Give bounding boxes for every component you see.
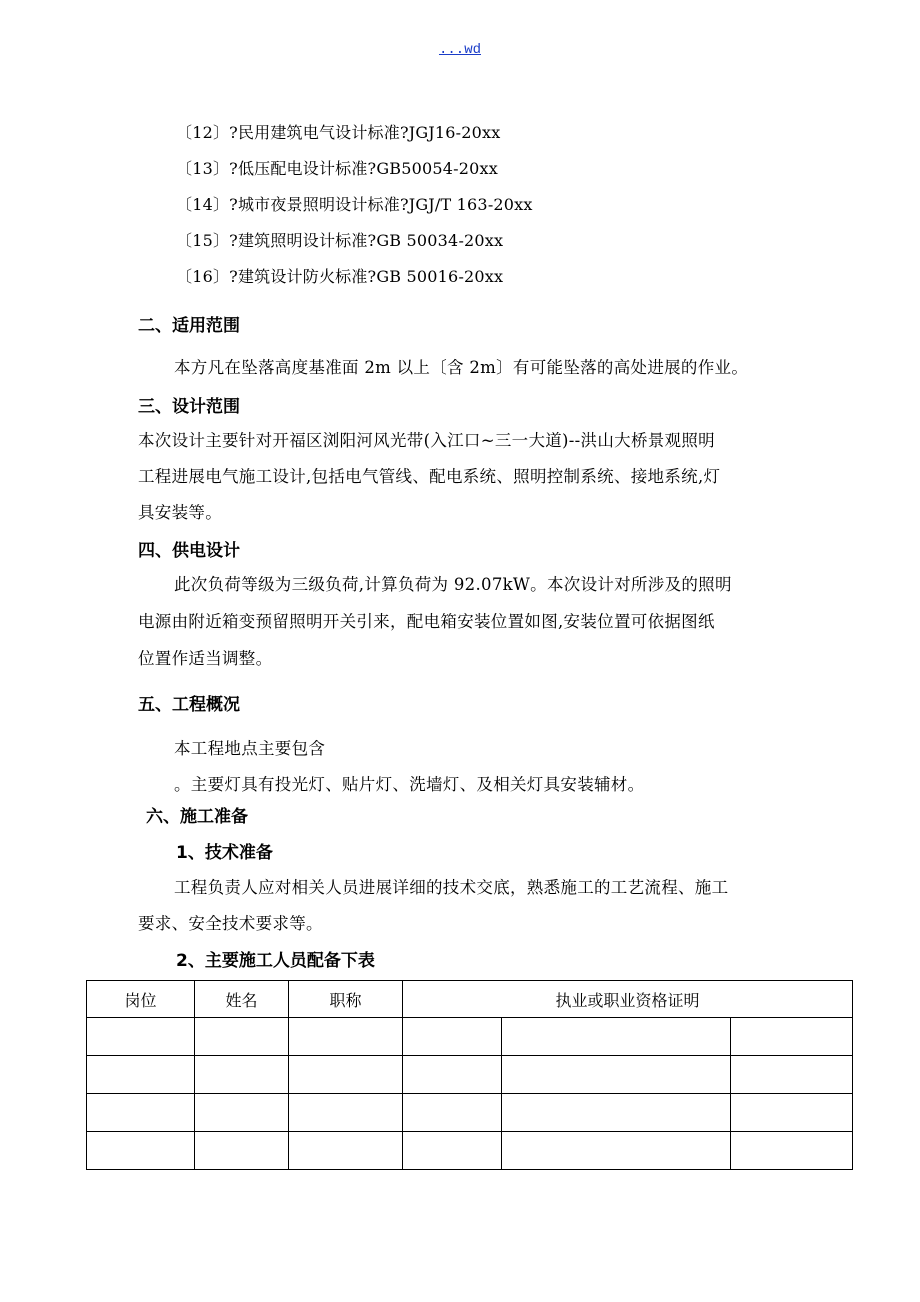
- table-header-cell: 岗位: [87, 981, 195, 1018]
- table-cell: [195, 1094, 289, 1132]
- table-cell: [502, 1056, 731, 1094]
- table-cell: [731, 1018, 853, 1056]
- paragraph-line: 具安装等。: [138, 503, 222, 522]
- table-header-cell: 执业或职业资格证明: [403, 981, 853, 1018]
- table-cell: [502, 1094, 731, 1132]
- section-heading: 三、设计范围: [138, 397, 240, 417]
- table-cell: [289, 1094, 403, 1132]
- table-cell: [731, 1132, 853, 1170]
- table-row: [87, 1018, 853, 1056]
- table-header-cell: 职称: [289, 981, 403, 1018]
- paragraph-line: 位置作适当调整。: [138, 649, 273, 668]
- table-row: [87, 1056, 853, 1094]
- table-row: [87, 1132, 853, 1170]
- section-heading: 六、施工准备: [146, 807, 248, 827]
- section-heading: 四、供电设计: [138, 541, 240, 561]
- table-cell: [195, 1056, 289, 1094]
- table-cell: [403, 1018, 502, 1056]
- table-cell: [289, 1132, 403, 1170]
- table-header-row: [87, 981, 853, 1018]
- section-heading: 五、工程概况: [138, 695, 240, 715]
- paragraph-line: 工程负责人应对相关人员进展详细的技术交底，熟悉施工的工艺流程、施工: [174, 878, 729, 897]
- reference-item: 〔15〕?建筑照明设计标准?GB 50034-20xx: [176, 231, 504, 250]
- reference-item: 〔14〕?城市夜景照明设计标准?JGJ/T 163-20xx: [176, 195, 533, 214]
- table-header-cell: 姓名: [195, 981, 289, 1018]
- table-cell: [87, 1018, 195, 1056]
- table-cell: [87, 1056, 195, 1094]
- paragraph-line: 要求、安全技术要求等。: [138, 914, 323, 933]
- table-cell: [87, 1132, 195, 1170]
- reference-item: 〔12〕?民用建筑电气设计标准?JGJ16-20xx: [176, 123, 501, 142]
- reference-item: 〔13〕?低压配电设计标准?GB50054-20xx: [176, 159, 498, 178]
- table-cell: [502, 1132, 731, 1170]
- table-row: [87, 1094, 853, 1132]
- subsection-heading: 2、主要施工人员配备下表: [176, 951, 375, 971]
- table-cell: [195, 1018, 289, 1056]
- paragraph-line: 本工程地点主要包含: [174, 739, 326, 758]
- paragraph-line: 电源由附近箱变预留照明开关引来，配电箱安装位置如图,安装位置可依据图纸: [138, 612, 715, 631]
- reference-item: 〔16〕?建筑设计防火标准?GB 50016-20xx: [176, 267, 504, 286]
- staff-table: [86, 980, 853, 1170]
- table-cell: [289, 1056, 403, 1094]
- table-cell: [403, 1132, 502, 1170]
- table-cell: [87, 1094, 195, 1132]
- subsection-heading: 1、技术准备: [176, 843, 273, 863]
- table-cell: [731, 1094, 853, 1132]
- paragraph-line: 。主要灯具有投光灯、贴片灯、洗墙灯、及相关灯具安装辅材。: [174, 775, 645, 794]
- table-cell: [195, 1132, 289, 1170]
- section-heading: 二、适用范围: [138, 316, 240, 336]
- table-cell: [289, 1018, 403, 1056]
- paragraph-line: 工程进展电气施工设计,包括电气管线、配电系统、照明控制系统、接地系统,灯: [138, 467, 721, 486]
- paragraph-line: 本方凡在坠落高度基准面 2m 以上〔含 2m〕有可能坠落的高处进展的作业。: [174, 358, 749, 377]
- table-cell: [403, 1094, 502, 1132]
- table-cell: [403, 1056, 502, 1094]
- paragraph-line: 此次负荷等级为三级负荷,计算负荷为 92.07kW。本次设计对所涉及的照明: [174, 575, 732, 594]
- table-cell: [731, 1056, 853, 1094]
- table-cell: [502, 1018, 731, 1056]
- header-link[interactable]: ...wd: [438, 42, 481, 58]
- paragraph-line: 本次设计主要针对开福区浏阳河风光带(入江口~三一大道)--洪山大桥景观照明: [138, 431, 715, 450]
